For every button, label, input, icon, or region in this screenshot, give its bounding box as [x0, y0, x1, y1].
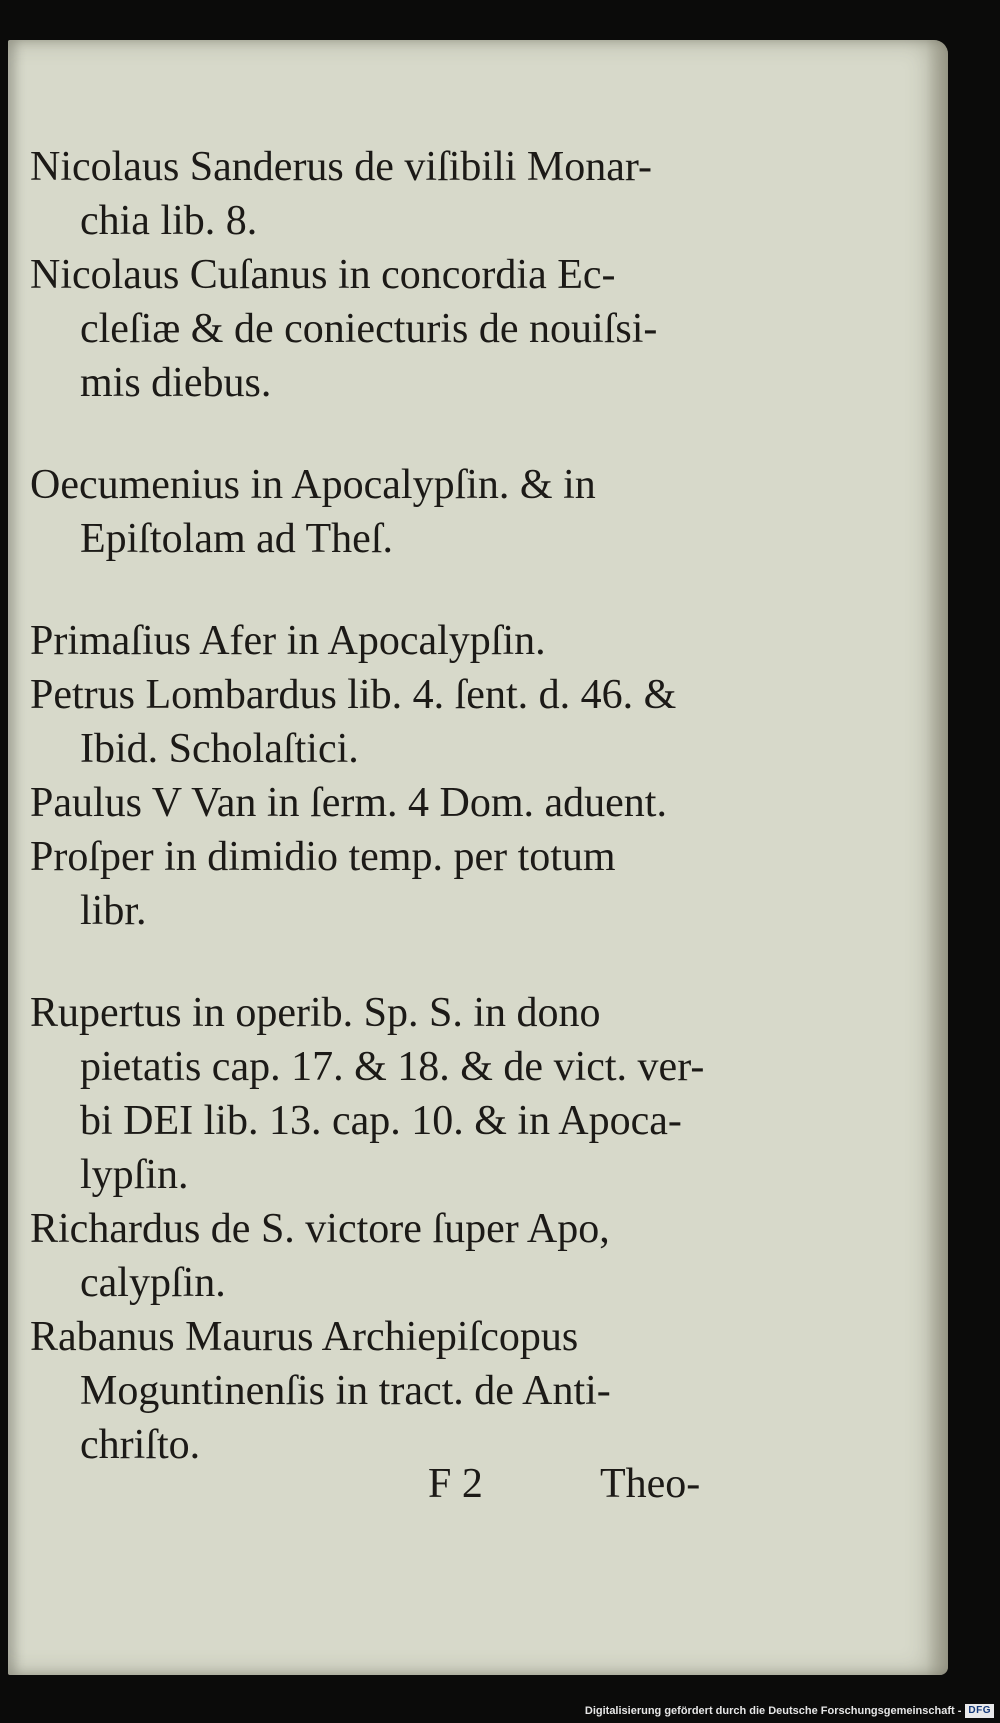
entry-cusanus [30, 248, 740, 410]
entry-rabanus [30, 1310, 740, 1472]
entry-sanderus [30, 140, 740, 248]
entry-richardus [30, 1202, 740, 1310]
entry-line: Primaſius Afer in Apocalypſin. [30, 618, 546, 664]
entry-line: Rabanus Maurus Archiepiſcopus [30, 1314, 579, 1360]
page-footer [30, 1460, 730, 1516]
digitization-credit [0, 1699, 1000, 1723]
entry-line: bi DEI lib. 13. cap. 10. & in Apoca- [80, 1098, 682, 1144]
entry-line: Epiſtolam ad Theſ. [80, 516, 393, 562]
book-page [8, 40, 948, 1675]
entry-line: Proſper in dimidio temp. per totum [30, 834, 616, 880]
entry-line: chriſto. [80, 1422, 201, 1468]
entry-line: Oecumenius in Apocalypſin. & in [30, 462, 596, 508]
entry-paulus [30, 776, 740, 830]
entry-oecumenius [30, 458, 740, 566]
entry-line: Richardus de S. victore ſuper Apo, [30, 1206, 610, 1252]
entry-line: Rupertus in operib. Sp. S. in dono [30, 990, 601, 1036]
entry-line: Nicolaus Sanderus de viſibili Monar- [30, 144, 653, 190]
entry-line: cleſiæ & de coniecturis de nouiſsi- [80, 306, 658, 352]
section-n [30, 140, 740, 410]
entry-lombardus [30, 668, 740, 776]
entry-line: Ibid. Scholaſtici. [80, 726, 359, 772]
entry-line: chia lib. 8. [80, 198, 258, 244]
entry-line: calypſin. [80, 1260, 226, 1306]
entry-line: Paulus V Van in ſerm. 4 Dom. aduent. [30, 780, 667, 826]
catchword: Theo- [600, 1461, 701, 1507]
signature-mark: F 2 [428, 1461, 483, 1507]
entry-line: libr. [80, 888, 147, 934]
entry-rupertus [30, 986, 740, 1202]
section-o [30, 458, 740, 566]
entry-line: mis diebus. [80, 360, 272, 406]
credit-text: Digitalisierung gefördert durch die Deutsche Forschungsgemeinschaft - [584, 1705, 962, 1717]
entry-line: Moguntinenſis in tract. de Anti- [80, 1368, 611, 1414]
dfg-logo: DFG [965, 1704, 994, 1718]
page-edge-shadow [926, 40, 948, 1675]
entry-line: lypſin. [80, 1152, 189, 1198]
entry-primasius [30, 614, 740, 668]
section-p [30, 614, 740, 938]
entry-line: Nicolaus Cuſanus in concordia Ec- [30, 252, 616, 298]
section-r [30, 986, 740, 1472]
bibliography-text [30, 140, 740, 1472]
entry-line: pietatis cap. 17. & 18. & de vict. ver- [80, 1044, 705, 1090]
entry-prosper [30, 830, 740, 938]
entry-line: Petrus Lombardus lib. 4. ſent. d. 46. & [30, 672, 677, 718]
